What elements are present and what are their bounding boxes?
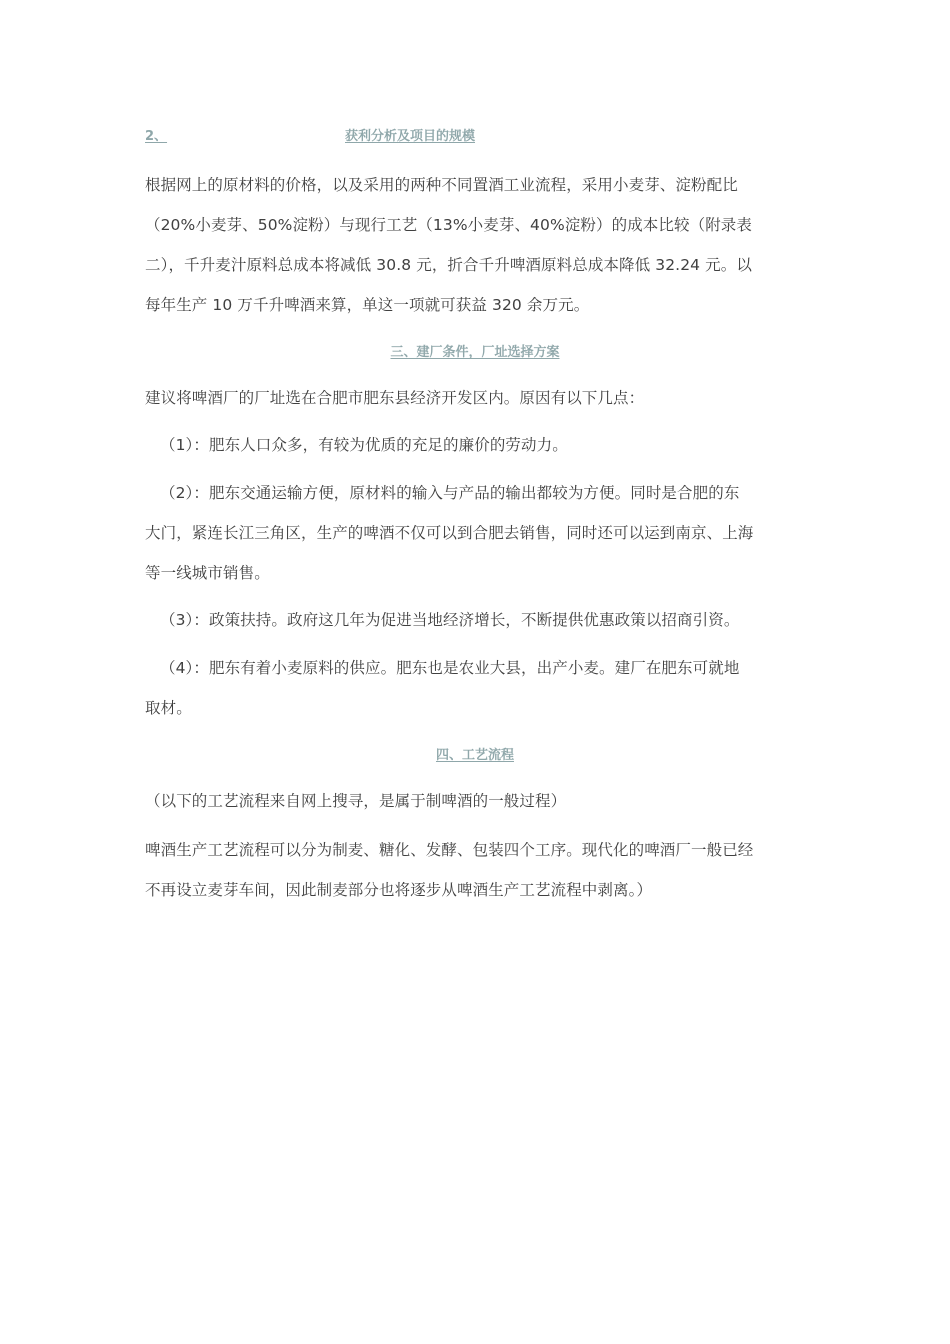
paragraph-line: （2）：肥东交通运输方便，原材料的输入与产品的输出都较为方便。同时是合肥的东 xyxy=(160,484,740,502)
paragraph-line: 建议将啤酒厂的厂址选在合肥市肥东县经济开发区内。原因有以下几点： xyxy=(145,389,645,407)
paragraph-line: （3）：政策扶持。政府这几年为促进当地经济增长，不断提供优惠政策以招商引资。 xyxy=(160,611,740,629)
reason-4 xyxy=(145,648,805,728)
reason-1 xyxy=(160,425,805,465)
section-2-number: 2、 xyxy=(145,129,168,144)
section-3-intro xyxy=(145,378,805,418)
paragraph-line: （1）：肥东人口众多，有较为优质的充足的廉价的劳动力。 xyxy=(160,436,568,454)
reason-3 xyxy=(160,600,820,640)
section-2-paragraph xyxy=(145,165,805,325)
paragraph-line: （4）：肥东有着小麦原料的供应。肥东也是农业大县，出产小麦。建厂在肥东可就地 xyxy=(160,659,740,677)
paragraph-line: 大门，紧连长江三角区，生产的啤酒不仅可以到合肥去销售，同时还可以运到南京、上海 xyxy=(145,524,754,542)
section-4-note xyxy=(145,781,805,821)
paragraph-line: 啤酒生产工艺流程可以分为制麦、糖化、发酵、包装四个工序。现代化的啤酒厂一般已经 xyxy=(145,841,754,859)
reason-2 xyxy=(145,473,805,593)
section-4-title: 四、工艺流程 xyxy=(435,748,514,763)
section-4-paragraph xyxy=(145,830,805,910)
paragraph-line: 不再设立麦芽车间，因此制麦部分也将逐步从啤酒生产工艺流程中剥离。） xyxy=(145,881,653,899)
paragraph-line: 每年生产 10 万千升啤酒来算，单这一项就可获益 320 余万元。 xyxy=(145,296,590,314)
paragraph-line: （以下的工艺流程来自网上搜寻，是属于制啤酒的一般过程） xyxy=(145,792,567,810)
paragraph-line: 二），千升麦汁原料总成本将减低 30.8 元，折合千升啤酒原料总成本降低 32.24 元。以 xyxy=(145,256,752,274)
paragraph-line: 根据网上的原材料的价格，以及采用的两种不同置酒工业流程，采用小麦芽、淀粉配比 xyxy=(145,176,738,194)
paragraph-line: 等一线城市销售。 xyxy=(145,564,270,582)
paragraph-line: 取材。 xyxy=(145,699,192,717)
paragraph-line: （20%小麦芽、50%淀粉）与现行工艺（13%小麦芽、40%淀粉）的成本比较（附录表 xyxy=(145,216,753,234)
section-2-title: 获利分析及项目的规模 xyxy=(345,129,476,144)
section-3-title: 三、建厂条件，厂址选择方案 xyxy=(390,345,560,360)
